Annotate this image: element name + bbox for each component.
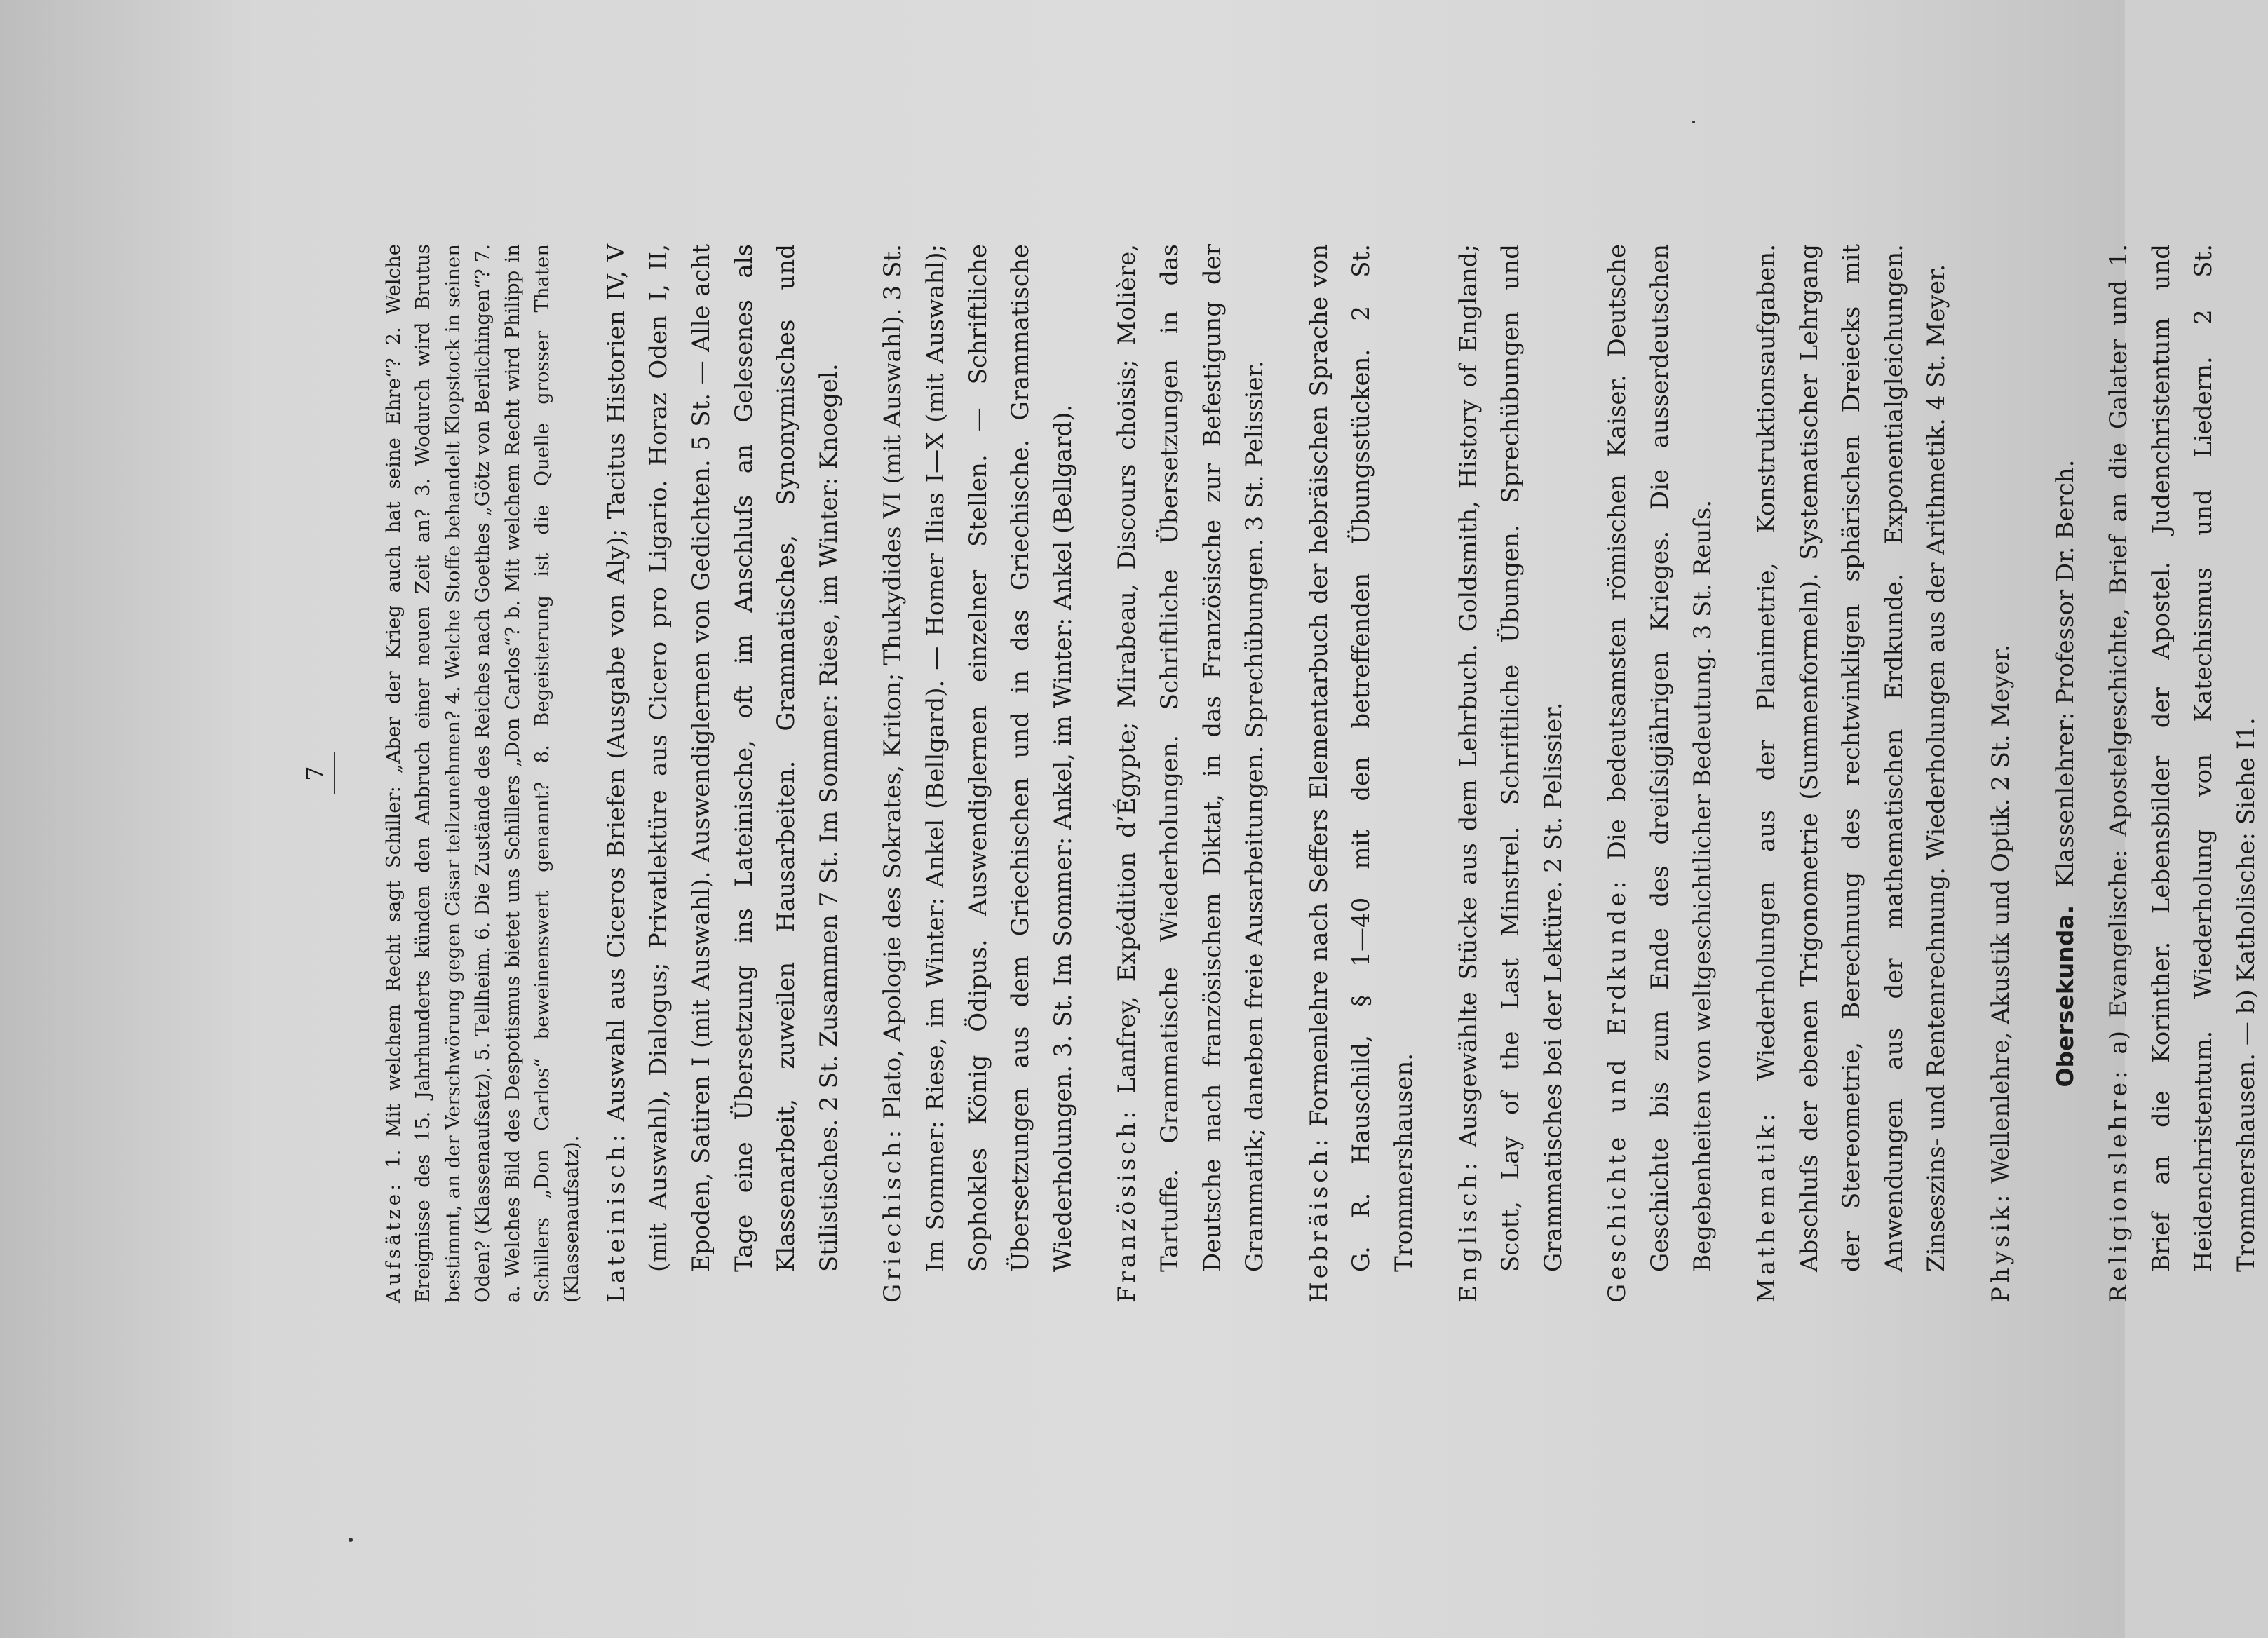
essays-label: Aufsätze:	[382, 1180, 405, 1303]
subject-label: Englisch:	[1454, 1158, 1483, 1303]
subject-mathematics	[1746, 244, 1958, 1303]
section-heading	[2044, 244, 2087, 1303]
essays-text: 1. Mit welchem Recht sagt Schiller: „Aber der Krieg auch hat seine Ehre“? 2. Welche Ereignisse des 15. Jahrhunderts künden den Anbruch einer neuen Zeit an? 3. Wodurch wird Brutus bestimmt, an der Verschwörung gegen Cäsar teilzunehmen? 4. Welche Stoffe behandelt Klopstock in seinen Oden? (Klassenaufsatz). 5. Tellheim. 6. Die Zustände des Reiches nach Goethes „Götz von Berlichingen“? 7. a. Welches Bild des Despotismus bietet uns Schillers „Don Carlos“? b. Mit welchem Recht wird Philipp in Schillers „Don Carlos“ beweinenswert genannt? 8. Begeisterung ist die Quelle grosser Thaten (Klassenaufsatz).	[382, 243, 583, 1303]
subject-text: Plato, Apologie des Sokrates, Kriton; Thukydides VI (mit Auswahl). 3 St. Im Sommer: Riese, im Winter: Ankel (Bellgard). — Homer Ilias I—X (mit Auswahl); Sophokles König Ödipus. Auswendiglernen einzelner Stellen. — Schriftliche Übersetzungen aus dem Griechischen und in das Griechische. Grammatische Wiederholungen. 3. St. Im Sommer: Ankel, im Winter: Ankel (Bellgard).	[879, 244, 1077, 1272]
subject-label: Griechisch:	[879, 1126, 907, 1303]
page-number	[302, 244, 330, 1303]
subject-text: a) Evangelische: Apostelgeschichte, Brief an die Galater und 1. Brief an die Korinther. Lebensbilder der Apostel. Judenchristentum und Heidenchristentum. Wiederholung von Katechismus und Liedern. 2 St. Trommershausen. — b) Katholische: Siehe I1.	[2105, 243, 2261, 1272]
subject-english	[1447, 244, 1575, 1303]
scan-speck	[349, 1538, 353, 1542]
subject-text: Auswahl aus Ciceros Briefen (Ausgabe von Aly); Tacitus Historien IV, V (mit Auswahl), Dialogus; Privatlektüre aus Cicero pro Ligario. Horaz Oden I, II, Epoden, Satiren I (mit Auswahl). Auswendiglernen von Gedichten. 5 St. — Alle acht Tage eine Übersetzung ins Lateinische, oft im Anschluſs an Gelesenes als Klassenarbeit, zuweilen Hausarbeiten. Grammatisches, Synonymisches und Stilistisches. 2 St. Zusammen 7 St. Im Sommer: Riese, im Winter: Knoegel.	[602, 244, 843, 1272]
subject-label: Hebräisch:	[1304, 1135, 1333, 1303]
subject-label: Physik:	[1987, 1191, 2016, 1303]
subject-text: Die bedeutsamsten römischen Kaiser. Deutsche Geschichte bis zum Ende des dreiſsigjährigen Krieges. Die ausserdeutschen Begebenheiten von weltgeschichtlicher Bedeutung. 3 St. Reuſs.	[1603, 244, 1717, 1272]
subject-text: Formenlehre nach Seffers Elementarbuch der hebräischen Sprache von G. R. Hauschild, § 1—40 mit den betreffenden Übungsstücken. 2 St. Trommershausen.	[1304, 244, 1418, 1272]
subject-physics	[1980, 244, 2023, 1303]
subject-label: Religionslehre:	[2105, 1067, 2133, 1303]
subject-text: Wiederholungen aus der Planimetrie, Konstruktionsaufgaben. Abschluſs der ebenen Trigonometrie (Summenformeln). Systematischer Lehrgang der Stereometrie, Berechnung des rechtwinkligen sphärischen Dreiecks mit Anwendungen aus der mathematischen Erdkunde. Exponentialgleichungen. Zinseszins- und Rentenrechnung. Wiederholungen aus der Arithmetik. 4 St. Meyer.	[1753, 244, 1951, 1272]
subject-history-geography	[1596, 244, 1724, 1303]
subject-greek	[872, 244, 1084, 1303]
subject-text: Ausgewählte Stücke aus dem Lehrbuch. Goldsmith, History of England; Scott, Lay of the Last Minstrel. Schriftliche Übungen. Sprechübungen und Grammatisches bei der Lektüre. 2 St. Pelissier.	[1454, 243, 1567, 1272]
subject-label: Französisch:	[1113, 1107, 1142, 1303]
section-teacher: Klassenlehrer: Professor Dr. Berch.	[2051, 459, 2079, 888]
subject-french	[1106, 244, 1276, 1303]
subject-label: Geschichte und Erdkunde:	[1603, 877, 1632, 1303]
page-number-text: 7	[302, 766, 330, 781]
rotated-page	[130, 111, 2261, 1527]
page-content	[130, 111, 2261, 1527]
page-number-rule	[334, 752, 335, 794]
subject-text: Wellenlehre, Akustik und Optik. 2 St. Meyer.	[1987, 644, 2016, 1184]
subject-religion	[2098, 244, 2267, 1303]
subject-hebrew	[1298, 244, 1426, 1303]
subject-latin	[595, 244, 851, 1303]
section-title: Obersekunda.	[2051, 905, 2079, 1088]
subject-label: Mathematik:	[1753, 1110, 1781, 1303]
subject-text: Lanfrey, Expédition d’Égypte; Mirabeau, Discours choisis; Molière, Tartuffe. Grammatische Wiederholungen. Schriftliche Übersetzungen in das Deutsche nach französischem Diktat, in das Französische zur Befestigung der Grammatik; daneben freie Ausarbeitungen. Sprechübungen. 3 St. Pelissier.	[1113, 244, 1269, 1272]
essays-paragraph	[379, 244, 587, 1303]
subject-label: Lateinisch:	[602, 1130, 630, 1303]
